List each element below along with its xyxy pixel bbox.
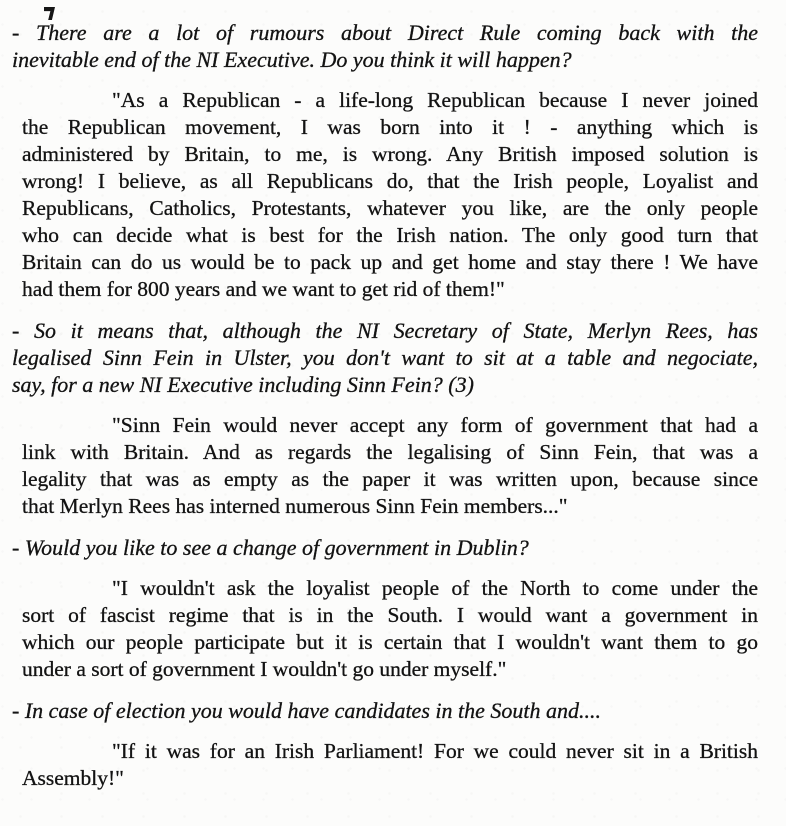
text-line: "If it was for an Irish Parliament! For we could never sit in a British [112, 739, 758, 763]
text-line: - In case of election you would have candidates in the South and.... [12, 698, 601, 723]
text-line: legalised Sinn Fein in Ulster, you don't want to sit at a table and negociate, [12, 345, 758, 370]
text-line: "I wouldn't ask the loyalist people of the North to come under the [112, 576, 758, 600]
text-line: - Would you like to see a change of government in Dublin? [12, 535, 529, 560]
interview-answer-4 [22, 738, 758, 792]
text-line: - There are a lot of rumours about Direct Rule coming back with the [12, 20, 758, 45]
interview-question-2 [12, 317, 758, 398]
interview-question-4 [12, 697, 758, 724]
text-line: Britain can do us would be to pack up and get home and stay there ! We have [22, 250, 758, 274]
text-line: under a sort of government I wouldn't go under myself." [22, 657, 507, 681]
text-line: the Republican movement, I was born into it ! - anything which is [22, 115, 758, 139]
text-line: link with Britain. And as regards the legalising of Sinn Fein, that was a [22, 440, 758, 464]
text-line: had them for 800 years and we want to get rid of them!" [22, 277, 505, 301]
text-line: administered by Britain, to me, is wrong. Any British imposed solution is [22, 142, 758, 166]
text-line: which our people participate but it is certain that I wouldn't want them to go [22, 630, 758, 654]
text-line: "As a Republican - a life-long Republican because I never joined [112, 88, 758, 112]
text-line: "Sinn Fein would never accept any form of government that had a [112, 413, 758, 437]
text-line: say, for a new NI Executive including Sinn Fein? (3) [12, 372, 474, 397]
interview-question-3 [12, 534, 758, 561]
text-line: who can decide what is best for the Irish nation. The only good turn that [22, 223, 758, 247]
text-line: - So it means that, although the NI Secretary of State, Merlyn Rees, has [12, 318, 758, 343]
text-line: legality that was as empty as the paper it was written upon, because since [22, 467, 758, 491]
text-line: that Merlyn Rees has interned numerous Sinn Fein members..." [22, 494, 568, 518]
text-line: Republicans, Catholics, Protestants, whatever you like, are the only people [22, 196, 758, 220]
interview-question-1 [12, 19, 758, 73]
text-line: sort of fascist regime that is in the South. I would want a government in [22, 603, 758, 627]
interview-answer-2 [22, 412, 758, 520]
interview-answer-3 [22, 575, 758, 683]
text-line: wrong! I believe, as all Republicans do, that the Irish people, Loyalist and [22, 169, 758, 193]
interview-answer-1 [22, 87, 758, 303]
text-line: Assembly!" [22, 766, 124, 790]
text-line: inevitable end of the NI Executive. Do you think it will happen? [12, 47, 572, 72]
